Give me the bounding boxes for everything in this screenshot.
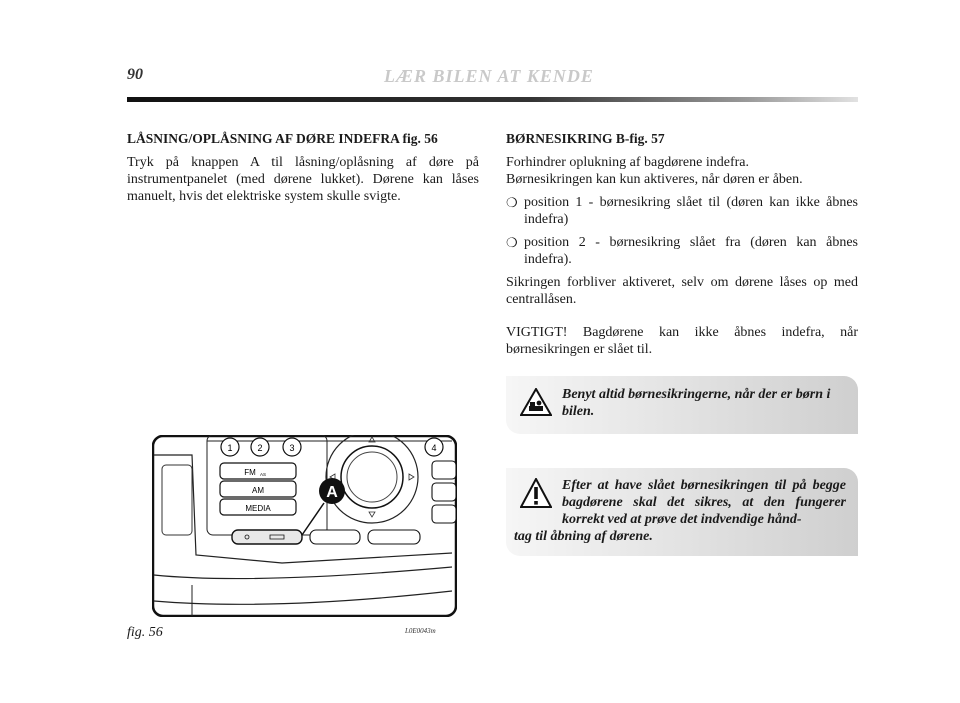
left-column <box>127 130 479 211</box>
preset-label: 3 <box>289 443 295 453</box>
fm-as-label: AS <box>259 472 267 477</box>
section-heading-child-lock: BØRNESIKRING B-fig. 57 <box>506 131 665 146</box>
right-column <box>506 130 858 364</box>
fm-label: FM <box>244 468 256 477</box>
nav-dial <box>341 446 403 508</box>
callout-a-label: A <box>326 484 338 501</box>
preset-label: 4 <box>431 443 437 453</box>
am-label: AM <box>252 486 264 495</box>
list-item <box>506 234 858 268</box>
page-number: 90 <box>127 66 143 83</box>
door-lock-body: Tryk på knappen A til låsning/oplåsning af døre på instrumentpanelet (med dørene lukket). Dørene kan låses manuelt, hvis det elektriske system skulle svigte. <box>127 155 479 204</box>
bullet-icon: ❍ <box>506 195 518 210</box>
preset-label: 2 <box>257 443 263 453</box>
chapter-title: LÆR BILEN AT KENDE <box>384 66 594 86</box>
child-seat-warning-icon <box>520 388 552 421</box>
warning-note-text-2: tag til åbning af dørene. <box>514 529 653 544</box>
fog-light-button <box>310 530 360 544</box>
header-rule <box>127 97 858 102</box>
figure-door-lock-button <box>152 435 457 617</box>
exclamation-triangle-icon <box>520 478 552 513</box>
bullet-text: position 1 - børnesikring slået til (døren kan ikke åbnes indefra) <box>524 195 858 227</box>
child-lock-intro-1: Forhindrer oplukning af bagdørene indefra. <box>506 155 749 170</box>
preset-label: 1 <box>227 443 233 453</box>
fm-button <box>220 463 296 479</box>
dashboard-illustration <box>152 435 457 617</box>
child-note-text: Benyt altid børnesikringerne, når der er børn i bilen. <box>562 387 831 419</box>
door-lock-button <box>232 530 302 544</box>
child-safety-note <box>506 376 858 434</box>
warning-note-text-1: Efter at have slået børnesikringen til på begge bagdørene skal det sikres, at den fungerer korrekt ved at prøve det indvendige hånd- <box>562 478 846 527</box>
important-note: VIGTIGT! Bagdørene kan ikke åbnes indefra, når børnesikringen er slået til. <box>506 325 858 357</box>
media-label: MEDIA <box>245 504 271 513</box>
figure-caption: fig. 56 <box>127 625 163 640</box>
bullet-icon: ❍ <box>506 235 518 250</box>
section-heading-door-lock: LÅSNING/OPLÅSNING AF DØRE INDEFRA fig. 56 <box>127 131 438 146</box>
figure-code: L0E0043m <box>405 627 436 635</box>
warning-note <box>506 468 858 556</box>
rear-fog-button <box>368 530 420 544</box>
bullet-text: position 2 - børnesikring slået fra (døren kan åbnes indefra). <box>524 235 858 267</box>
after-bullets-text: Sikringen forbliver aktiveret, selv om dørene låses op med centrallåsen. <box>506 275 858 307</box>
child-lock-intro-2: Børnesikringen kan kun aktiveres, når døren er åben. <box>506 172 803 187</box>
list-item <box>506 194 858 228</box>
